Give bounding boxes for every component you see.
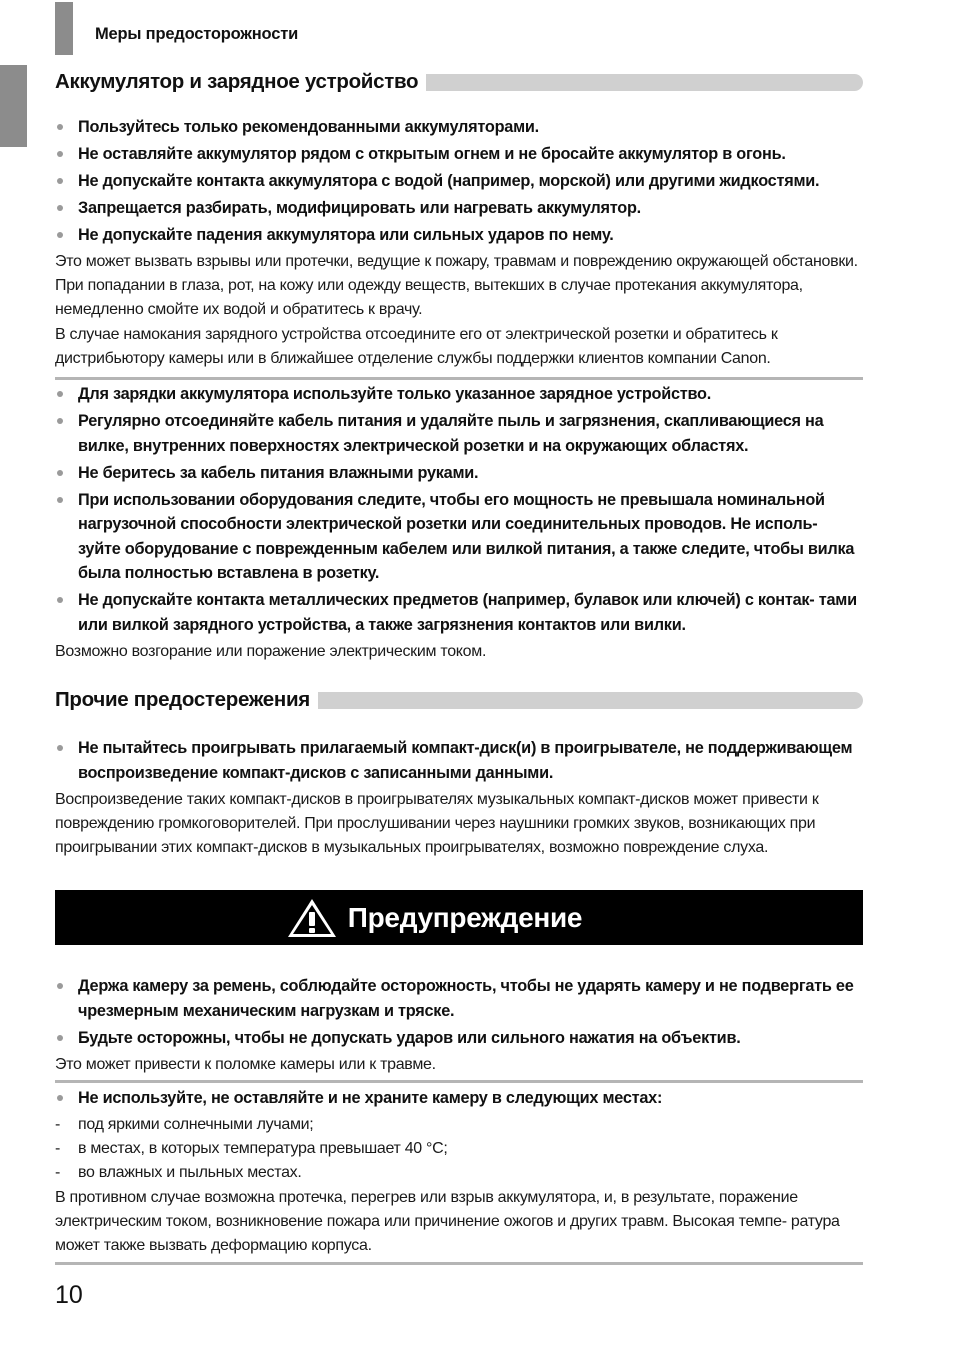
section-other-title: Прочие предостережения — [55, 688, 310, 711]
warning-banner — [55, 890, 863, 945]
list-item: Не беритесь за кабель питания влажными руками. — [55, 461, 863, 486]
dash-item: - в местах, в которых температура превышает 40 °C; — [55, 1137, 863, 1161]
list-item: Регулярно отсоединяйте кабель питания и удаляйте пыль и загрязнения, скапливающиеся на вилке, внутренних поверхностях электрической розетки и на окружающих областях. — [55, 409, 863, 458]
list-item: Не допускайте падения аккумулятора или сильных ударов по нему. — [55, 223, 863, 248]
camera-damage-text: Это может привести к поломке камеры или к травме. — [55, 1055, 436, 1073]
list-item: Не допускайте контакта металлических предметов (например, булавок или ключей) с контак- тами или вилкой зарядного устройства, а также загрязнения контактов или вилки. — [55, 588, 863, 637]
section-rule — [318, 692, 863, 709]
list-item: Не оставляйте аккумулятор рядом с открытым огнем и не бросайте аккумулятор в огонь. — [55, 142, 863, 167]
dash-item: - во влажных и пыльных местах. — [55, 1161, 863, 1185]
section-battery-title: Аккумулятор и зарядное устройство — [55, 70, 419, 93]
warning-bullets-a — [55, 974, 863, 1077]
section-other-header — [55, 688, 863, 712]
warning-triangle-icon — [286, 897, 338, 939]
battery-consequence-text: Это может вызвать взрывы или протечки, ведущие к пожару, травмам и повреждению окружающей обстановки. При попадании в глаза, рот, на кожу или одежду веществ, вытекших в случае протекания аккумулятора, немедленно смойте их водой и обратитесь к врачу. — [55, 253, 858, 319]
charger-consequence-text: Возможно возгорание или поражение электрическим током. — [55, 642, 487, 660]
list-item: Держа камеру за ремень, соблюдайте осторожность, чтобы не ударять камеру и не подвергать ее чрезмерным механическим нагрузкам и тряске. — [55, 974, 863, 1023]
warning-title: Предупреждение — [347, 901, 583, 933]
list-item: Для зарядки аккумулятора используйте только указанное зарядное устройство. — [55, 382, 863, 407]
section-battery-header — [55, 70, 863, 94]
list-item: Не пытайтесь проигрывать прилагаемый компакт-диск(и) в проигрывателе, не поддерживающем воспроизведение компакт-дисков с записанными данными. — [55, 736, 863, 785]
cd-consequence-text: Воспроизведение таких компакт-дисков в проигрывателях музыкальных компакт-дисков может привести к повреждению громкоговорителей. При прослушивании через наушники громких звуков, возникающих при проигрывании этих компакт-дисков в музыкальных проигрывателях, возможно повреждение слуха. — [55, 790, 819, 856]
storage-consequence-text: В противном случае возможна протечка, перегрев или взрыв аккумулятора, и, в результате, поражение электрическим током, возникновение пожара или причинение ожогов и других травм. Высокая темпе- ратура может также вызвать деформацию корпуса. — [55, 1188, 840, 1255]
header-accent-bar — [55, 2, 73, 55]
running-header-title: Меры предосторожности — [95, 25, 299, 43]
list-item: Не используйте, не оставляйте и не храните камеру в следующих местах: — [55, 1086, 863, 1111]
cd-warning-block — [55, 736, 863, 860]
section-divider — [55, 1080, 863, 1083]
section-divider — [55, 1262, 863, 1265]
page-number: 10 — [55, 1281, 83, 1309]
chapter-side-tab — [0, 65, 27, 147]
list-item: Будьте осторожны, чтобы не допускать ударов или сильного нажатия на объектив. — [55, 1026, 863, 1051]
charger-wet-text: В случае намокания зарядного устройства отсоедините его от электрической розетки и обратитесь к дистрибьютору камеры или в ближайшее отделение службы поддержки клиентов компании Canon. — [55, 325, 778, 367]
storage-warning-block — [55, 1086, 863, 1258]
list-item: Запрещается разбирать, модифицировать или нагревать аккумулятор. — [55, 196, 863, 221]
battery-bullets-a — [55, 115, 863, 371]
dash-item: - под яркими солнечными лучами; — [55, 1113, 863, 1137]
list-item: При использовании оборудования следите, чтобы его мощность не превышала номинальной нагрузочной способности электрической розетки или соединительных проводов. Не исполь- зуйте оборудование с поврежденным кабелем или вилкой питания, а также следите, чтобы вилка была полностью вставлена в розетку. — [55, 488, 863, 586]
list-item: Не допускайте контакта аккумулятора с водой (например, морской) или другими жидкостями. — [55, 169, 863, 194]
section-rule — [426, 74, 863, 91]
charger-bullets — [55, 382, 863, 664]
list-item: Пользуйтесь только рекомендованными аккумуляторами. — [55, 115, 863, 140]
section-divider — [55, 377, 863, 380]
